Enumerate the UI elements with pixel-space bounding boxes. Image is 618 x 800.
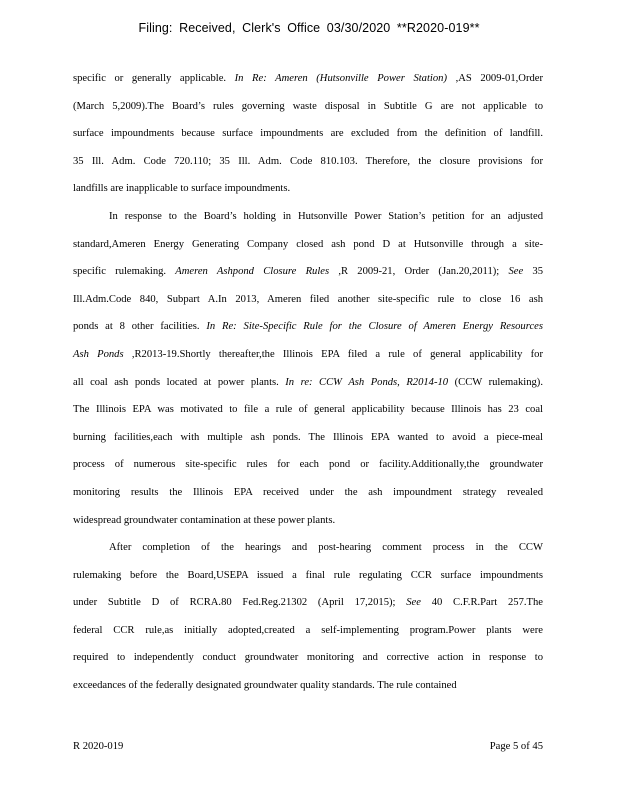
text-line: burning facilities,each with multiple ash ponds. The Illinois EPA wanted to avoid a piece-meal <box>73 431 543 443</box>
page-number: Page 5 of 45 <box>489 741 543 752</box>
text-line: surface impoundments because surface impoundments are excluded from the definition of landfill. <box>73 128 543 140</box>
text-line: standard,Ameren Energy Generating Company closed ash pond D at Hutsonville through a site- <box>73 238 543 250</box>
text-line: ponds at 8 other facilities. In Re: Site-Specific Rule for the Closure of Ameren Energy Resources <box>73 321 543 333</box>
text-line: In response to the Board’s holding in Hutsonville Power Station’s petition for an adjusted <box>109 210 543 222</box>
text-line: landfills are inapplicable to surface impoundments. <box>73 183 291 195</box>
text-line: specific or generally applicable. In Re: Ameren (Hutsonville Power Station) ,AS 2009-01,Order <box>73 73 544 84</box>
text-line: rulemaking before the Board,USEPA issued a final rule regulating CCR surface impoundments <box>73 569 543 581</box>
text-line: exceedances of the federally designated groundwater quality standards. The rule contained <box>73 680 457 692</box>
text-line: under Subtitle D of RCRA.80 Fed.Reg.21302 (April 17,2015); See 40 C.F.R.Part 257.The <box>73 597 543 609</box>
paragraph <box>73 70 543 208</box>
docket-number: R 2020-019 <box>73 741 124 752</box>
text-line: (March 5,2009).The Board’s rules governing waste disposal in Subtitle G are not applicable to <box>73 100 543 112</box>
text-line: widespread groundwater contamination at these power plants. <box>73 514 336 526</box>
filing-header: Filing: Received, Clerk's Office 03/30/2020 **R2020-019** <box>138 21 480 35</box>
text-line: specific rulemaking. Ameren Ashpond Closure Rules ,R 2009-21, Order (Jan.20,2011); See 35 <box>73 266 543 278</box>
text-line: federal CCR rule,as initially adopted,created a self-implementing program.Power plants were <box>73 624 543 636</box>
body-text <box>73 70 543 705</box>
text-line: 35 Ill. Adm. Code 720.110; 35 Ill. Adm. Code 810.103. Therefore, the closure provisions for <box>73 155 543 167</box>
text-line: Ill.Adm.Code 840, Subpart A.In 2013, Ameren filed another site-specific rule to close 16 ash <box>73 293 543 305</box>
paragraph <box>73 539 543 705</box>
text-line: monitoring results the Illinois EPA received under the ash impoundment strategy revealed <box>73 486 543 498</box>
text-line: After completion of the hearings and post-hearing comment process in the CCW <box>109 542 543 554</box>
text-line: process of numerous site-specific rules for each pond or facility.Additionally,the groundwater <box>73 459 543 471</box>
paragraph <box>73 208 543 539</box>
text-line: Ash Ponds ,R2013-19.Shortly thereafter,the Illinois EPA filed a rule of general applicability for <box>73 348 543 360</box>
text-line: The Illinois EPA was motivated to file a rule of general applicability because Illinois has 23 coal <box>73 404 543 416</box>
text-line: all coal ash ponds located at power plants. In re: CCW Ash Ponds, R2014-10 (CCW rulemaking). <box>73 376 543 388</box>
text-line: required to independently conduct groundwater monitoring and corrective action in response to <box>73 652 543 664</box>
